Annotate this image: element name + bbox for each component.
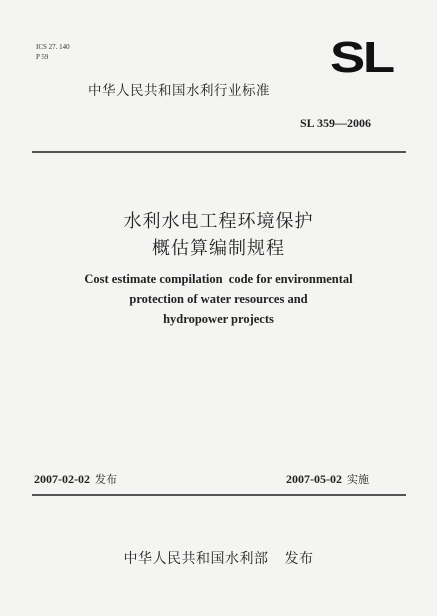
implementation-label: 实施: [347, 473, 369, 486]
title-en-line2: protection of water resources and: [129, 292, 308, 306]
standard-number: SL 359—2006: [300, 116, 372, 130]
classification-codes: [36, 42, 70, 62]
ics-code: ICS 27. 140: [36, 43, 70, 51]
bottom-divider: [32, 494, 406, 496]
publisher-line: [0, 548, 437, 568]
top-divider: [32, 151, 406, 153]
implementation-date: 2007-05-02: [286, 472, 342, 486]
title-en-line3: hydropower projects: [163, 312, 274, 326]
title-cn-line1: 水利水电工程环境保护: [123, 211, 314, 232]
publish-label: 发布: [284, 551, 314, 567]
implementation-date-row: [286, 471, 369, 487]
publisher-name: 中华人民共和国水利部: [123, 551, 269, 567]
title-en-line1: Cost estimate compilation code for environmental: [84, 272, 353, 286]
title-cn-line2: 概估算编制规程: [152, 238, 285, 259]
title-en: [0, 269, 437, 329]
standard-category: 中华人民共和国水利行业标准: [88, 83, 270, 99]
issue-label: 发布: [95, 473, 117, 486]
p-code: P 59: [36, 53, 49, 61]
sl-logo: SL: [330, 33, 393, 82]
issue-date-row: [34, 471, 117, 487]
issue-date: 2007-02-02: [34, 472, 90, 486]
